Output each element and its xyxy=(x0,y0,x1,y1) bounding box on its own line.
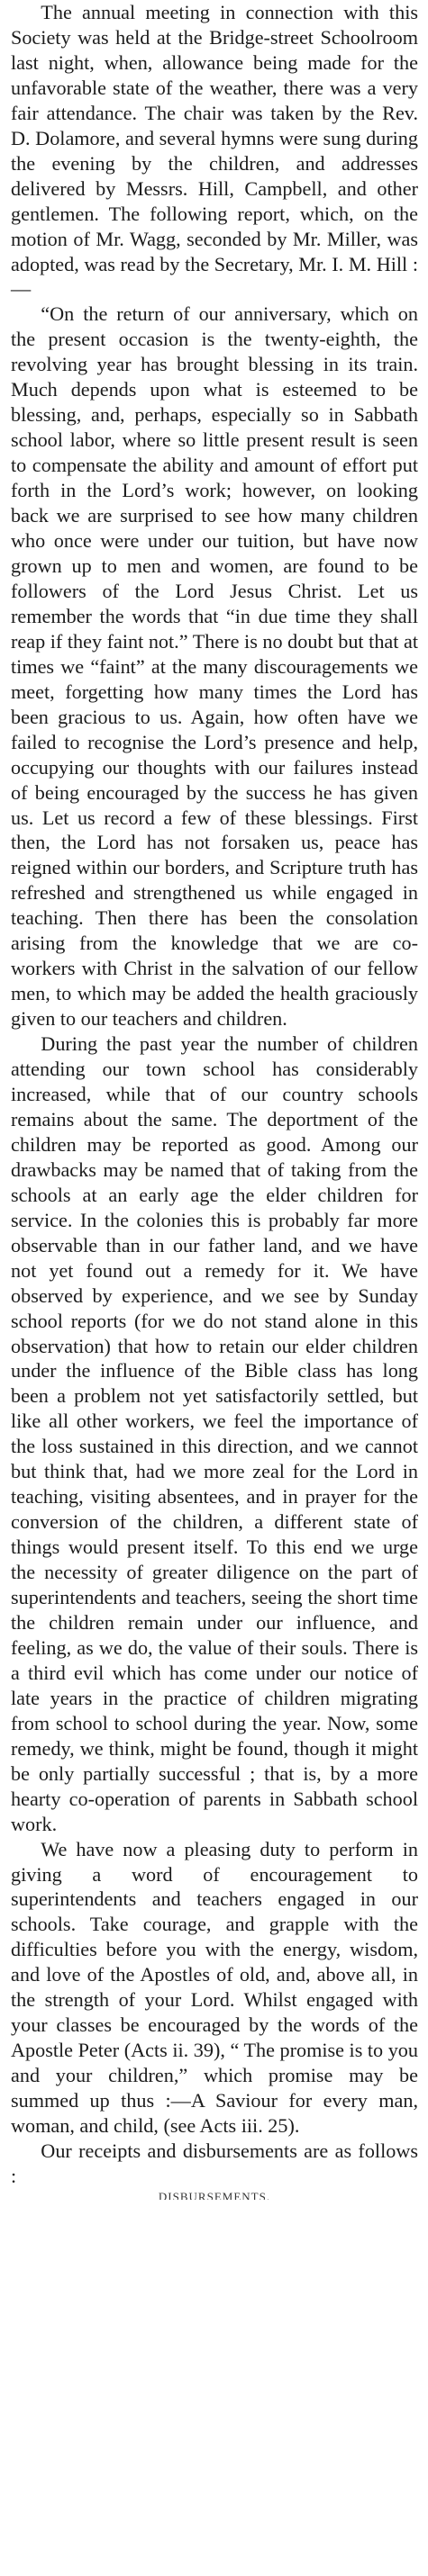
anniversary-paragraph: “On the return of our anniversary, which on the present occasion is the twenty-eighth, the revolving year has brought blessing in its train. Much depends upon what is esteemed to be blessing, and, perhaps, especially so in Sabbath school labor, where so little present result is seen to compensate the ability and amount of effort put forth in the Lord’s work; however, on looking back we are surprised to see how many children who once were under our tuition, but have now grown up to men and women, are found to be followers of the Lord Jesus Christ. Let us remember the words that “in due time they shall reap if they faint not.” There is no doubt but that at times we “faint” at the many discouragements we meet, forgetting how many times the Lord has been gracious to us. Again, how often have we failed to recognise the Lord’s presence and help, occupying our thoughts with our failures instead of being encouraged by the success he has given us. Let us record a few of these blessings. First then, the Lord has not forsaken us, peace has reigned within our borders, and Scripture truth has refreshed and strengthened us while engaged in teaching. Then there has been the consolation arising from the knowledge that we are co-workers with Christ in the salvation of our fellow men, to which may be added the health graciously given to our teachers and children. xyxy=(11,302,418,1031)
encouragement-paragraph: We have now a pleasing duty to perform in giving a word of encouragement to superintendents and teachers engaged in our schools. Take courage, and grapple with the difficulties before you with the energy, wisdom, and love of the Apostles of old, and, above all, in the strength of your Lord. Whilst engaged with your classes be encouraged by the words of the Apostle Peter (Acts ii. 39), “ The promise is to you and your children,” which promise may be summed up thus :—A Saviour for every man, woman, and child, (see Acts iii. 25). xyxy=(11,1837,418,2138)
article-column xyxy=(11,0,418,2200)
disbursements-heading: DISBURSEMENTS. xyxy=(158,2189,271,2200)
meeting-report-paragraph: The annual meeting in connection with this Society was held at the Bridge-street Schoolroom last night, when, allowance being made for the unfavorable state of the weather, there was a very fair attendance. The chair was taken by the Rev. D. Dolamore, and several hymns were sung during the evening by the children, and addresses delivered by Messrs. Hill, Campbell, and other gentlemen. The following report, which, on the motion of Mr. Wagg, seconded by Mr. Miller, was adopted, was read by the Secretary, Mr. I. M. Hill :— xyxy=(11,1,418,301)
receipts-intro-paragraph: Our receipts and disbursements are as follows : xyxy=(11,2139,418,2187)
past-year-paragraph: During the past year the number of children attending our town school has considerably increased, while that of our country schools remains about the same. The deportment of the children may be reported as good. Among our drawbacks may be named that of taking from the schools at an early age the elder children for service. In the colonies this is probably far more observable than in our father land, and we have not yet found out a remedy for it. We have observed by experience, and we see by Sunday school reports (for we do not stand alone in this observation) that how to retain our elder children under the influence of the Bible class has long been a problem not yet satisfactorily settled, but like all other workers, we feel the importance of the loss sustained in this direction, and we cannot but think that, had we more zeal for the Lord in teaching, visiting absentees, and in prayer for the conversion of the children, a different state of things would present itself. To this end we urge the necessity of greater diligence on the part of superintendents and teachers, seeing the short time the children remain under our influence, and feeling, as we do, the value of their souls. There is a third evil which has come under our notice of late years in the practice of children migrating from school to school during the year. Now, some remedy, we think, might be found, though it might be only partially successful ; that is, by a more hearty co-operation of parents in Sabbath school work. xyxy=(11,1032,418,1835)
